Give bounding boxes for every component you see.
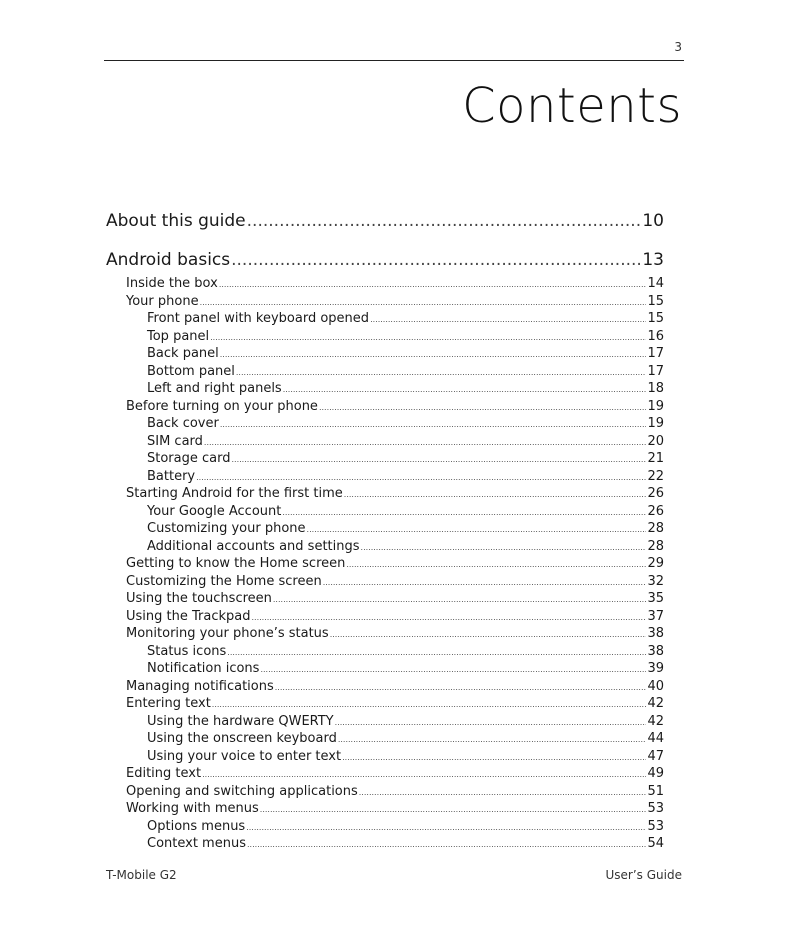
toc-entry-title: Options menus [147, 818, 246, 834]
toc-dot-leader [220, 350, 647, 359]
toc-dot-leader [275, 683, 647, 692]
toc-entry-page-number: 35 [647, 591, 664, 606]
toc-section-entry[interactable] [106, 661, 664, 679]
toc-entry-title: Context menus [147, 836, 246, 851]
toc-entry-title: Using the Trackpad [126, 608, 251, 624]
toc-entry-page-number: 22 [647, 468, 664, 484]
toc-entry-page-number: 16 [647, 328, 664, 344]
toc-entry-title: Your Google Account [147, 503, 282, 519]
toc-entry-page-number: 37 [647, 608, 664, 624]
toc-entry-title: Android basics [106, 250, 231, 270]
toc-dot-leader [319, 403, 647, 412]
toc-entry-title: Monitoring your phone’s status [126, 626, 329, 641]
toc-dot-leader [247, 211, 642, 231]
toc-section-entry[interactable] [106, 626, 664, 644]
toc-entry-title: Front panel with keyboard opened [147, 311, 370, 326]
toc-dot-leader [338, 735, 647, 744]
toc-section-entry[interactable] [106, 276, 664, 294]
toc-entry-title: Using the hardware QWERTY [147, 713, 334, 729]
toc-dot-leader [359, 788, 647, 797]
toc-section-entry[interactable] [106, 364, 664, 382]
toc-section-entry[interactable] [106, 434, 664, 452]
toc-section-entry[interactable] [106, 644, 664, 662]
toc-entry-page-number: 39 [647, 661, 664, 676]
toc-entry-title: Status icons [147, 643, 227, 659]
toc-dot-leader [342, 753, 646, 762]
toc-section-entry[interactable] [106, 399, 664, 417]
toc-dot-leader [361, 543, 647, 552]
toc-dot-leader [251, 613, 646, 622]
page-number: 3 [674, 40, 682, 54]
toc-dot-leader [247, 840, 646, 849]
toc-section-entry[interactable] [106, 574, 664, 592]
toc-entry-page-number: 19 [647, 398, 664, 414]
toc-entry-title: Getting to know the Home screen [126, 556, 346, 571]
toc-section-entry[interactable] [106, 609, 664, 627]
toc-dot-leader [204, 438, 647, 447]
toc-section-entry[interactable] [106, 801, 664, 819]
toc-entry-page-number: 19 [647, 416, 664, 431]
toc-dot-leader [370, 315, 646, 324]
toc-dot-leader [220, 420, 647, 429]
toc-entry-title: Battery [147, 468, 196, 484]
toc-entry-title: About this guide [106, 211, 246, 231]
toc-entry-title: Bottom panel [147, 363, 235, 379]
toc-section-entry[interactable] [106, 836, 664, 854]
toc-section-entry[interactable] [106, 696, 664, 714]
toc-dot-leader [231, 455, 646, 464]
toc-section-entry[interactable] [106, 504, 664, 522]
toc-section-entry[interactable] [106, 679, 664, 697]
toc-section-entry[interactable] [106, 451, 664, 469]
toc-section-entry[interactable] [106, 819, 664, 837]
toc-dot-leader [282, 508, 646, 517]
toc-section-entry[interactable] [106, 346, 664, 364]
toc-entry-title: Notification icons [147, 661, 260, 676]
toc-section-entry[interactable] [106, 381, 664, 399]
toc-dot-leader [260, 665, 646, 674]
toc-dot-leader [346, 560, 646, 569]
toc-section-entry[interactable] [106, 784, 664, 802]
toc-entry-page-number: 17 [647, 346, 664, 361]
toc-entry-title: Additional accounts and settings [147, 538, 360, 554]
toc-entry-title: Working with menus [126, 801, 259, 816]
toc-entry-page-number: 15 [647, 293, 664, 309]
toc-entry-page-number: 38 [647, 626, 664, 641]
toc-entry-title: Back cover [147, 416, 219, 431]
toc-dot-leader [236, 368, 647, 377]
toc-dot-leader [283, 385, 647, 394]
toc-section-entry[interactable] [106, 329, 664, 347]
toc-dot-leader [219, 280, 647, 289]
toc-section-entry[interactable] [106, 416, 664, 434]
toc-dot-leader [231, 250, 641, 270]
toc-entry-page-number: 54 [647, 836, 664, 851]
toc-dot-leader [196, 473, 646, 482]
page-title: Contents [462, 78, 682, 134]
toc-entry-page-number: 40 [647, 678, 664, 694]
toc-entry-title: Back panel [147, 346, 219, 361]
toc-entry-title: Customizing your phone [147, 521, 306, 536]
toc-entry-page-number: 32 [647, 573, 664, 589]
toc-entry-page-number: 38 [647, 643, 664, 659]
toc-entry-page-number: 15 [647, 311, 664, 326]
toc-entry-page-number: 14 [647, 276, 664, 291]
toc-entry-title: Top panel [147, 328, 210, 344]
toc-entry-title: Using the onscreen keyboard [147, 731, 337, 746]
toc-entry-title: Left and right panels [147, 381, 282, 396]
toc-entry-title: Opening and switching applications [126, 783, 358, 799]
toc-dot-leader [246, 823, 646, 832]
toc-dot-leader [210, 333, 646, 342]
toc-entry-title: Using your voice to enter text [147, 748, 342, 764]
toc-section-entry[interactable] [106, 749, 664, 767]
toc-entry-title: Managing notifications [126, 678, 274, 694]
toc-section-entry[interactable] [106, 521, 664, 539]
toc-entry-page-number: 44 [647, 731, 664, 746]
toc-entry-page-number: 18 [647, 381, 664, 396]
toc-entry-page-number: 10 [642, 211, 664, 231]
toc-chapter-entry[interactable] [106, 211, 664, 237]
toc-entry-page-number: 51 [647, 783, 664, 799]
header-rule [104, 60, 684, 61]
toc-section-entry[interactable] [106, 469, 664, 487]
toc-section-entry[interactable] [106, 294, 664, 312]
toc-entry-title: Storage card [147, 451, 231, 466]
toc-entry-page-number: 42 [647, 696, 664, 711]
toc-section-entry[interactable] [106, 539, 664, 557]
toc-entry-page-number: 28 [647, 521, 664, 536]
toc-entry-page-number: 42 [647, 713, 664, 729]
toc-entry-page-number: 47 [647, 748, 664, 764]
toc-dot-leader [202, 770, 646, 779]
toc-section-entry[interactable] [106, 731, 664, 749]
footer-product-name: T-Mobile G2 [106, 868, 177, 882]
toc-entry-page-number: 53 [647, 801, 664, 816]
toc-section-entry[interactable] [106, 591, 664, 609]
toc-dot-leader [335, 718, 647, 727]
toc-dot-leader [330, 630, 647, 639]
toc-entry-page-number: 13 [642, 250, 664, 270]
toc-entry-title: Starting Android for the first time [126, 486, 343, 501]
toc-dot-leader [227, 648, 646, 657]
toc-section-entry[interactable] [106, 714, 664, 732]
toc-dot-leader [260, 805, 647, 814]
toc-entry-title: SIM card [147, 433, 203, 449]
toc-entry-title: Using the touchscreen [126, 591, 272, 606]
toc-dot-leader [307, 525, 647, 534]
toc-entry-title: Inside the box [126, 276, 218, 291]
toc-entry-page-number: 26 [647, 503, 664, 519]
toc-entry-page-number: 20 [647, 433, 664, 449]
footer-guide-name: User’s Guide [605, 868, 682, 882]
toc-section-entry[interactable] [106, 311, 664, 329]
toc-entry-title: Before turning on your phone [126, 398, 318, 414]
toc-entry-title: Your phone [126, 293, 199, 309]
toc-chapter-entry[interactable] [106, 250, 664, 276]
toc-entry-page-number: 17 [647, 363, 664, 379]
toc-entry-page-number: 21 [647, 451, 664, 466]
toc-entry-page-number: 49 [647, 766, 664, 781]
toc-entry-page-number: 28 [647, 538, 664, 554]
toc-entry-page-number: 29 [647, 556, 664, 571]
toc-entry-title: Entering text [126, 696, 211, 711]
toc-dot-leader [323, 578, 647, 587]
toc-section-entry[interactable] [106, 766, 664, 784]
toc-dot-leader [212, 700, 647, 709]
toc-dot-leader [200, 298, 647, 307]
toc-dot-leader [344, 490, 647, 499]
toc-section-entry[interactable] [106, 556, 664, 574]
toc-entry-page-number: 26 [647, 486, 664, 501]
toc-dot-leader [273, 595, 647, 604]
table-of-contents [106, 210, 664, 854]
toc-entry-title: Customizing the Home screen [126, 573, 322, 589]
toc-entry-page-number: 53 [647, 818, 664, 834]
toc-entry-title: Editing text [126, 766, 202, 781]
toc-section-entry[interactable] [106, 486, 664, 504]
